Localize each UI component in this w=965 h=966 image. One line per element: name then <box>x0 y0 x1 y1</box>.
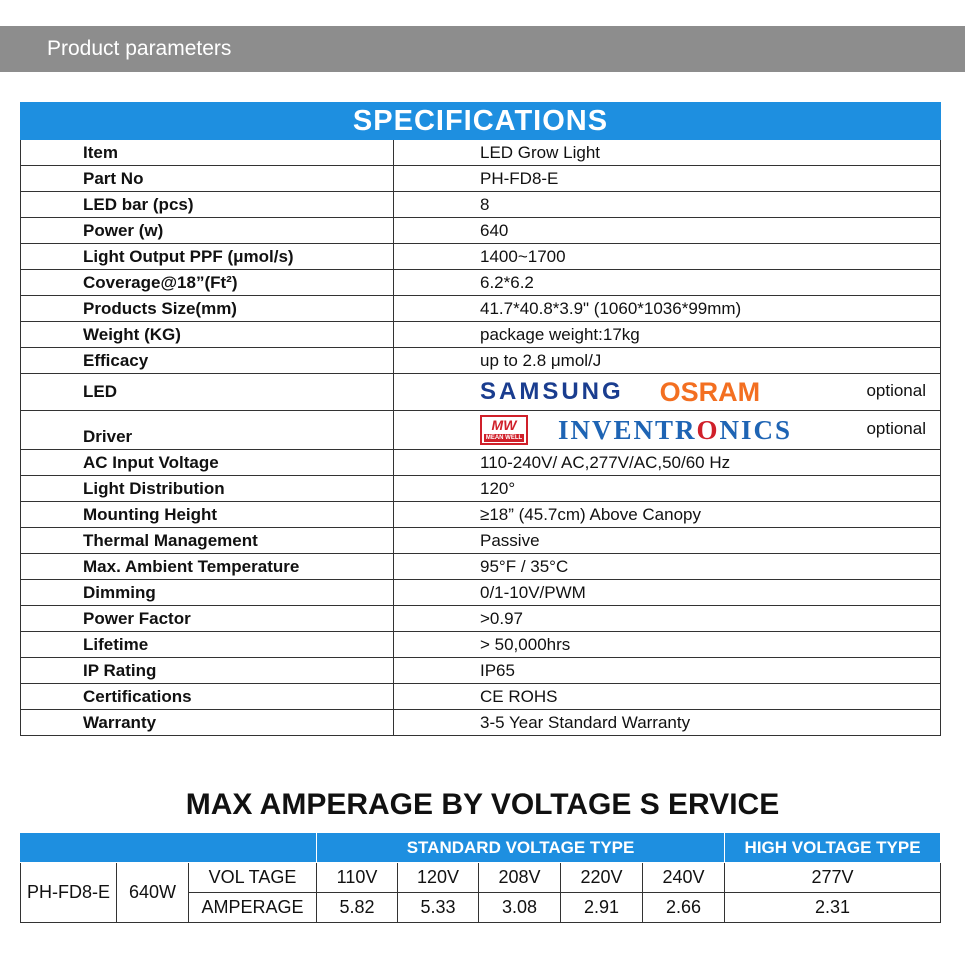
voltage-cell: 120V <box>398 863 479 893</box>
voltage-cell: 110V <box>317 863 398 893</box>
spec-value: up to 2.8 μmol/J <box>394 348 941 374</box>
spec-row <box>21 684 941 710</box>
model-cell: PH-FD8-E <box>21 863 117 923</box>
spec-value: IP65 <box>394 658 941 684</box>
inventronics-text-a: INVENTR <box>558 414 697 445</box>
voltage-cell: 240V <box>643 863 725 893</box>
spec-label: Power (w) <box>21 218 394 244</box>
inventronics-text-o: O <box>696 414 720 445</box>
spec-row <box>21 476 941 502</box>
standard-voltage-header: STANDARD VOLTAGE TYPE <box>317 833 725 863</box>
led-optional-note: optional <box>866 381 926 400</box>
spec-value-driver <box>394 411 941 450</box>
spec-row <box>21 270 941 296</box>
mean-well-text: MEAN WELL <box>485 435 523 441</box>
spec-label: LED <box>21 374 394 411</box>
amperage-cell: 5.33 <box>398 893 479 923</box>
spec-row <box>21 502 941 528</box>
spec-label: Max. Ambient Temperature <box>21 554 394 580</box>
amperage-table <box>20 832 941 923</box>
voltage-row <box>21 863 941 893</box>
spec-label: Mounting Height <box>21 502 394 528</box>
spec-label: Part No <box>21 166 394 192</box>
spec-row-led <box>21 374 941 411</box>
inventronics-logo <box>558 415 792 446</box>
spec-row <box>21 166 941 192</box>
spec-label: Efficacy <box>21 348 394 374</box>
amperage-cell: 3.08 <box>479 893 561 923</box>
amperage-cell: 2.91 <box>561 893 643 923</box>
spec-value: 6.2*6.2 <box>394 270 941 296</box>
power-cell: 640W <box>117 863 189 923</box>
spec-value: 0/1-10V/PWM <box>394 580 941 606</box>
spec-value: LED Grow Light <box>394 140 941 166</box>
spec-label: Thermal Management <box>21 528 394 554</box>
spec-label: Certifications <box>21 684 394 710</box>
spec-row <box>21 450 941 476</box>
amperage-label: AMPERAGE <box>189 893 317 923</box>
voltage-cell: 277V <box>725 863 941 893</box>
spec-row <box>21 192 941 218</box>
spec-label: Warranty <box>21 710 394 736</box>
driver-optional-note: optional <box>866 419 926 438</box>
spec-label: Driver <box>21 411 394 450</box>
spec-label: Item <box>21 140 394 166</box>
spec-row <box>21 710 941 736</box>
spec-value: 3-5 Year Standard Warranty <box>394 710 941 736</box>
spec-row-driver <box>21 411 941 450</box>
spec-row <box>21 606 941 632</box>
spec-value: 1400~1700 <box>394 244 941 270</box>
spec-value: CE ROHS <box>394 684 941 710</box>
spec-value: ≥18” (45.7cm) Above Canopy <box>394 502 941 528</box>
voltage-cell: 220V <box>561 863 643 893</box>
header-title: Product parameters <box>47 37 232 60</box>
voltage-cell: 208V <box>479 863 561 893</box>
amperage-cell: 5.82 <box>317 893 398 923</box>
spec-row <box>21 632 941 658</box>
spec-row <box>21 554 941 580</box>
spec-row <box>21 322 941 348</box>
inventronics-text-b: NICS <box>719 414 793 445</box>
amperage-header-blank <box>21 833 317 863</box>
spec-row <box>21 528 941 554</box>
spec-label: Coverage@18”(Ft²) <box>21 270 394 296</box>
spec-value: > 50,000hrs <box>394 632 941 658</box>
spec-label: Dimming <box>21 580 394 606</box>
spec-label: Lifetime <box>21 632 394 658</box>
spec-value: 640 <box>394 218 941 244</box>
specifications-title: SPECIFICATIONS <box>21 103 941 140</box>
high-voltage-header: HIGH VOLTAGE TYPE <box>725 833 941 863</box>
amperage-title: MAX AMPERAGE BY VOLTAGE S ERVICE <box>185 788 780 821</box>
amperage-cell: 2.31 <box>725 893 941 923</box>
spec-label: IP Rating <box>21 658 394 684</box>
spec-label: Light Distribution <box>21 476 394 502</box>
spec-value: 110-240V/ AC,277V/AC,50/60 Hz <box>394 450 941 476</box>
voltage-label: VOL TAGE <box>189 863 317 893</box>
osram-logo: OSRAM <box>659 376 761 407</box>
spec-value: 8 <box>394 192 941 218</box>
mean-well-logo <box>480 415 528 445</box>
spec-value: Passive <box>394 528 941 554</box>
spec-value: package weight:17kg <box>394 322 941 348</box>
spec-row <box>21 244 941 270</box>
spec-row <box>21 140 941 166</box>
amperage-cell: 2.66 <box>643 893 725 923</box>
spec-row <box>21 580 941 606</box>
spec-value: 41.7*40.8*3.9" (1060*1036*99mm) <box>394 296 941 322</box>
spec-value: 120° <box>394 476 941 502</box>
spec-value: PH-FD8-E <box>394 166 941 192</box>
spec-row <box>21 348 941 374</box>
specifications-table <box>20 102 941 736</box>
spec-row <box>21 296 941 322</box>
spec-value-led <box>394 374 941 411</box>
header-bar <box>0 26 965 72</box>
spec-label: Power Factor <box>21 606 394 632</box>
spec-value: 95°F / 35°C <box>394 554 941 580</box>
spec-label: Weight (KG) <box>21 322 394 348</box>
mean-well-mark: MW <box>491 417 517 433</box>
spec-label: LED bar (pcs) <box>21 192 394 218</box>
spec-row <box>21 658 941 684</box>
spec-value: >0.97 <box>394 606 941 632</box>
spec-label: Light Output PPF (μmol/s) <box>21 244 394 270</box>
spec-label: Products Size(mm) <box>21 296 394 322</box>
spec-row <box>21 218 941 244</box>
spec-label: AC Input Voltage <box>21 450 394 476</box>
samsung-logo: SAMSUNG <box>480 378 624 405</box>
